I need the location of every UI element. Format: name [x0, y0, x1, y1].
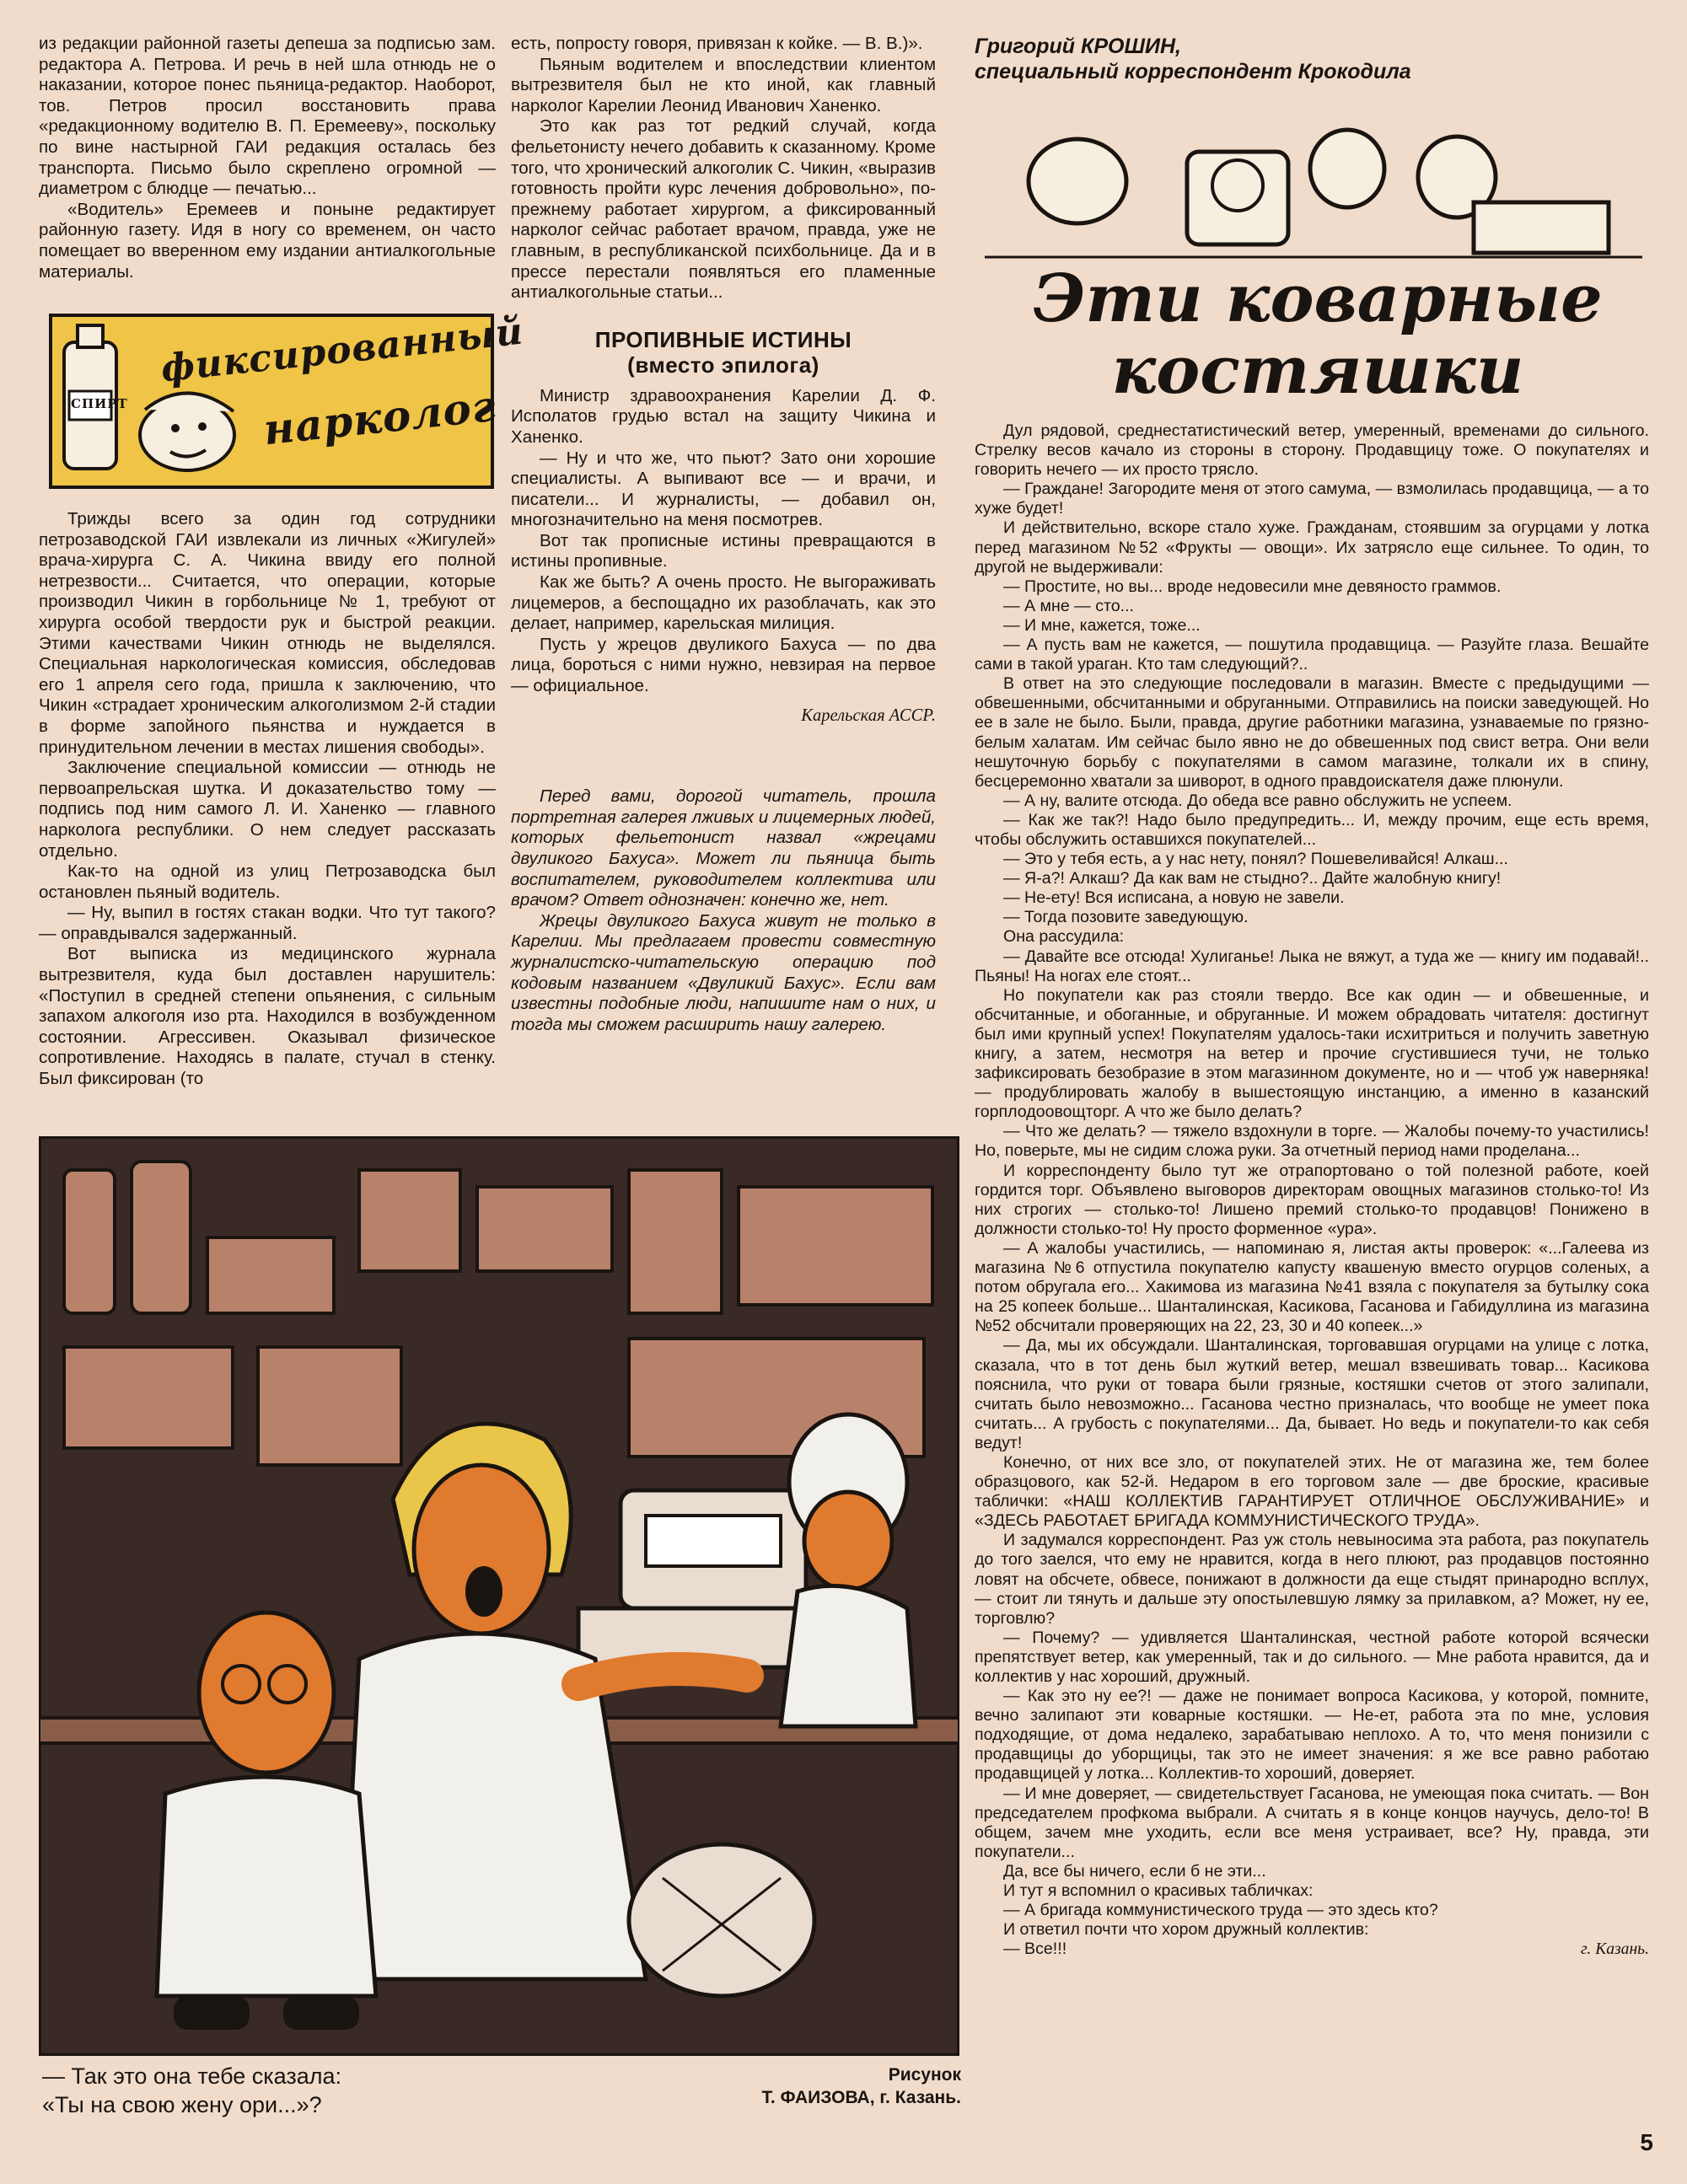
paragraph: — Как же так?! Надо было предупредить... И, между прочим, еще есть время, чтобы обслужить оставшихся покупателей... [975, 810, 1649, 849]
paragraph: — Тогда позовите заведующую. [1003, 908, 1249, 927]
paragraph: И корреспонденту было тут же отрапортовано о той полезной работе, коей гордится торг. Объявлено выговоров директорам овощных магазинов столько-то! Из них строгих — столько-то! Лишено премий столько-то продавцов! Понижено в должности столько-то! Ну просто форменное «ура». [975, 1161, 1649, 1238]
paragraph: И действительно, вскоре стало хуже. Гражданам, стоявшим за огурцами у лотка перед магазином №52 «Фрукты — овощи». Их затрясло еще сильнее. То один, то другой не выдерживали: [975, 518, 1649, 577]
feuilleton-title-line2: костяшки [1111, 332, 1524, 409]
left-column-bottom [39, 509, 496, 1090]
paragraph: — А бригада коммунистического труда — это здесь кто? [1003, 1901, 1438, 1920]
feuilleton-title-art [985, 101, 1651, 421]
paragraph: Конечно, от них все зло, от покупателей этих. Не от магазина же, тем более образцового, как 52-й. Недаром в его торговом зале — две броские, красивые таблички: «НАШ КОЛЛЕКТИВ ГАРАНТИРУЕТ ОТЛИЧНОЕ ОБСЛУЖИВАНИЕ» и «ЗДЕСЬ РАБОТАЕТ БРИГАДА КОММУНИСТИЧЕСКОГО ТРУДА». [975, 1452, 1649, 1531]
head-shape [1310, 130, 1384, 207]
caption-line: — Так это она тебе сказала: [42, 2063, 342, 2089]
banner-title-line1: фиксированный [158, 309, 526, 391]
paragraph: Как-то на одной из улиц Петрозаводска был остановлен пьяный водитель. [39, 861, 496, 902]
paragraph: — Не-ету! Вся исписана, а новую не завели. [1003, 888, 1345, 908]
scale-dial [1212, 160, 1263, 211]
paragraph: Трижды всего за один год сотрудники петрозаводской ГАИ извлекали из личных «Жигулей» врача-хирурга С. А. Чикина ввиду его полной нетрезвости... Считается, что операции, которые производил Чикин в горбольнице № 1, требуют от хирурга особой твердости рук и быстрой реакции. Этими качествами Чикин отнюдь не выделялся. Специальная наркологическая комиссия, обследовав его 1 апреля сего года, пришла к заключению, что Чикин «страдает хроническим алкоголизмом 2-й стадии в форме запойного пьянства и нуждается в принудительном лечении в местах лишения свободы». [39, 509, 496, 757]
bottle-label-text: СПИРТ [71, 396, 128, 411]
paragraph: Вот так прописные истины превращаются в истины пропивные. [511, 530, 936, 571]
cartoon-caption [42, 2062, 514, 2119]
paragraph: Как же быть? А очень просто. Не выгораживать лицемеров, а беспощадно их разоблачать, как это делает, например, карельская милиция. [511, 572, 936, 634]
byline [975, 34, 1649, 84]
paragraph: — И мне доверяет, — свидетельствует Гасанова, не умеющая пока считать. — Вон председателем профкома выбрали. А считать я в конце концов научусь, дело-то! В общем, зачем мне уходить, если все меня устраивает, все? Ну, правда, эти покупатели... [975, 1784, 1649, 1861]
section-banner-fixed-narcologist [49, 309, 526, 489]
credit-line: Рисунок [888, 2065, 961, 2085]
paragraph: — Ну, выпил в гостях стакан водки. Что тут такого? — оправдывался задержанный. [39, 903, 496, 943]
bottle-neck [78, 325, 103, 347]
paragraph: — Как это ну ее?! — даже не понимает вопроса Касикова, у которой, помните, вечно залипают эти коварные костяшки. — Не-ет, работа эта по мне, условия подходящие, от дома недалеко, зарабатываю неплохо. А то, что меня понизили с продавщицы до уборщицы, так это не имеет значения: я же все равно работаю продавщицей у лотка... Коллектив-то хороший, доверяет. [975, 1687, 1649, 1784]
editorial-note: Перед вами, дорогой читатель, прошла портретная галерея лживых и лицемерных людей, которых фельетонист назвал «жрецами двуликого Бахуса». Может ли пьяница быть воспитателем, руководителем коллектива или врачом? Ответ однозначен: конечно же, нет. [511, 786, 936, 910]
paragraph: — И мне, кажется, тоже... [1003, 615, 1201, 635]
cap-shape [145, 393, 234, 411]
signoff-location: г. Казань. [1581, 1940, 1649, 1959]
paragraph: Пьяным водителем и впоследствии клиентом вытрезвителя был не кто иной, как главный нарколог Карелии Леонид Иванович Ханенко. [511, 54, 936, 115]
paragraph: «Водитель» Еремеев и поныне редактирует районную газету. Идя в ногу со временем, он часто помещает во вверенном ему издании антиалкогольные материалы. [39, 199, 496, 282]
section-heading: ПРОПИВНЫЕ ИСТИНЫ [594, 326, 852, 352]
paragraph: — Простите, но вы... вроде недовесили мне девяносто граммов. [1003, 577, 1502, 596]
paragraph: — А жалобы участились, — напоминаю я, листая акты проверок: «...Галеева из магазина №6 отпустила покупателю капусту квашеную вместо огурцов соленых, а потом обругала его... Хакимова из магазина №41 взяла с покупателя за бутылку сока на 25 копеек больше... Шанталинская, Касикова, Гасанова и Габидуллина из магазина №52 обсчитали проверяющих на 22, 23, 30 и 40 копеек...» [975, 1238, 1649, 1336]
paragraph: — Почему? — удивляется Шанталинская, честной работе которой всячески препятствует ветер, как умеренный, так и до сильного. — Мне работа нравится, да и коллектив у нас хороший, дружный. [975, 1628, 1649, 1686]
paragraph: — Ну и что же, что пьют? Зато они хорошие специалисты. А выпивают все — и врачи, и писатели... И журналисты, — добавил он, многозначительно на меня посмотрев. [511, 448, 936, 530]
cartoon-illustration [39, 1136, 959, 2056]
eye [171, 424, 180, 432]
paragraph: Но покупатели как раз стояли твердо. Все как один — и обвешенные, и обсчитанные, и обоганные, и обруганные. И можем обрадовать читателя: достигнут был ими крупный успех! Покупателям удалось-таки исхитриться и получить заветную книгу, а затем, несмотря на ветер и прочие сгустившиеся тучи, не только зафиксировать безобразие в этом магазинном документе, но и — чтоб уж наверняка! — продублировать жалобу в вышестоящую инстанцию, а именно в казанский горплодоовощторг. А что же было делать? [975, 985, 1649, 1122]
signoff-location: Карельская АССР. [801, 706, 936, 725]
caption-line: «Ты на свою жену ори...»? [42, 2092, 322, 2117]
paragraph: из редакции районной газеты депеша за подписью зам. редактора А. Петрова. И речь в ней шла отнюдь не о наказании, которое понес пьяница-редактор. Наоборот, тов. Петров просил восстановить права «редакционному водителю В. П. Еремееву», поскольку по вине настырной ГАИ редакция осталась без транспорта. Письмо было скреплено огромной — диаметром с блюдце — печатью... [39, 34, 496, 199]
paragraph: — Это у тебя есть, а у нас нету, понял? Пошевеливайся! Алкаш... [1003, 850, 1508, 869]
paragraph: Министр здравоохранения Карелии Д. Ф. Исполатов грудью встал на защиту Чикина и Ханенко. [511, 385, 936, 447]
paragraph: — Давайте все отсюда! Хулиганье! Лыка не вяжут, а туда же — книгу им подавай!.. Пьяны! На ногах еле стоят... [975, 947, 1649, 985]
paragraph: — А ну, валите отсюда. До обеда все равно обслужить не успеем. [1003, 791, 1512, 810]
paragraph: В ответ на это следующие последовали в магазин. Вместе с предыдущими — обвешенными, обсчитанными и обруганными. Отправились на поиски заведующей. Но ее в зале не было. Были, правда, другие работники магазина, узнаваемые по грязно-белым халатам. Им сейчас было явно не до обвешенных под свист ветра. Они вели нешуточную борьбу с покупателями в самом магазине, толкали их в спину, бесцеремонно хватали за шиворот, в одного правдоискателя даже плюнули. [975, 674, 1649, 791]
paragraph: Пусть у жрецов двуликого Бахуса — по два лица, бороться с ними нужно, невзирая на первое — официальное. [511, 634, 936, 696]
cartoon-credit [641, 2063, 961, 2109]
paragraph: Да, все бы ничего, если б не эти... [1003, 1861, 1266, 1881]
string-bag [629, 1844, 814, 1996]
middle-column [511, 34, 936, 1035]
right-column [975, 421, 1649, 1960]
paragraph: Вот выписка из медицинского журнала вытрезвителя, куда был доставлен нарушитель: «Поступил в средней степени опьянения, с сильным запахом алкоголя изо рта. Находился в возбужденном состоянии. Агрессивен. Оказывал физическое сопротивление. Находясь в палате, стучал в стенку. Был фиксирован (то [39, 944, 496, 1089]
paragraph: Дул рядовой, среднестатистический ветер, умеренный, временами до сильного. Стрелку весов качало из стороны в сторону. Продавщицу тоже. О покупателях и говорить нечего — их просто трясло. [975, 421, 1649, 480]
paragraph: — Что же делать? — тяжело вздохнули в торге. — Жалобы почему-то участились! Но, поверьте, мы не сидим сложа руки. За отчетный период нами проделана... [975, 1122, 1649, 1161]
editorial-note: Жрецы двуликого Бахуса живут не только в Карелии. Мы предлагаем провести совместную журналистско-читательскую операцию под кодовым названием «Двуликий Бахус». Если вам известны подобные люди, напишите нам о них, и тогда мы сможем расширить нашу галерею. [511, 910, 936, 1034]
paragraph: И задумался корреспондент. Раз уж столь невыносима эта работа, раз покупатель до того заелся, что ему не нравится, когда в него плюют, раз продавцов постоянно ловят на обсчете, обвесе, понижают в должности да еще стыдят принародно всплух, — стоит ли тянуть и дальше эту опостылевшую лямку за прилавком, а? Может, ну ее, торговлю? [975, 1531, 1649, 1628]
author-name: Григорий КРОШИН, [975, 35, 1181, 58]
paragraph: Заключение специальной комиссии — отнюдь не первоапрельская шутка. И доказательство тому — подпись под ним самого Л. И. Ханенко — главного нарколога республики. О нем следует рассказать отдельно. [39, 758, 496, 861]
cartoon-drawing [39, 1136, 959, 2056]
paragraph: — Все!!! [1003, 1940, 1067, 1959]
credit-line: Т. ФАИЗОВА, г. Казань. [761, 2088, 961, 2107]
feuilleton-title-line1: Эти коварные [1033, 260, 1603, 337]
section-subheading: (вместо эпилога) [627, 351, 819, 378]
paragraph: Это как раз тот редкий случай, когда фельетонисту нечего добавить к сказанному. Кроме того, что хронический алкоголик С. Чикин, «выразив готовность пройти курс лечения добровольно», по-прежнему работает хирургом, а фиксированный нарколог сейчас работает врачом, правда, уже не главным, в республиканской психбольнице. Да и в прессе перестали появляться его пламенные антиалкогольные статьи... [511, 116, 936, 303]
paragraph: И тут я вспомнил о красивых табличках: [1003, 1881, 1314, 1901]
abacus-shape [1474, 202, 1609, 253]
paragraph: Она рассудила: [1003, 927, 1125, 947]
paragraph: — Я-а?! Алкаш? Да как вам не стыдно?.. Дайте жалобную книгу! [1003, 869, 1502, 888]
paragraph: — А пусть вам не кажется, — пошутила продавщица. — Разуйте глаза. Вешайте сами в такой ураган. Кто там следующий?.. [975, 636, 1649, 674]
paragraph: И ответил почти что хором дружный коллектив: [1003, 1920, 1369, 1940]
banner-title-line2: нарколог [261, 380, 499, 455]
head-shape [1029, 139, 1126, 223]
paragraph: — Да, мы их обсуждали. Шанталинская, торговавшая огурцами на улице с лотка, сказала, что в тот день был жуткий ветер, мешал взвешивать товар... Касикова пояснила, что руки от товара были грязные, костяшки счетов от этого залипали, считать было невозможно... Гасанова честно призналась, что вообще не умеет пока считать... А грубость с покупателями... Да, бывает. Но ведь и покупатели-то как себя ведут! [975, 1336, 1649, 1452]
page-number: 5 [1640, 2129, 1653, 2155]
paragraph: есть, попросту говоря, привязан к койке. — В. В.)». [511, 34, 923, 53]
eye [198, 422, 207, 431]
left-column-top [39, 34, 496, 282]
paragraph: — Граждане! Загородите меня от этого самума, — взмолилась продавщица, — а то хуже будет! [975, 480, 1649, 518]
paragraph: — А мне — сто... [1003, 596, 1134, 615]
author-title: специальный корреспондент Крокодила [975, 60, 1411, 83]
